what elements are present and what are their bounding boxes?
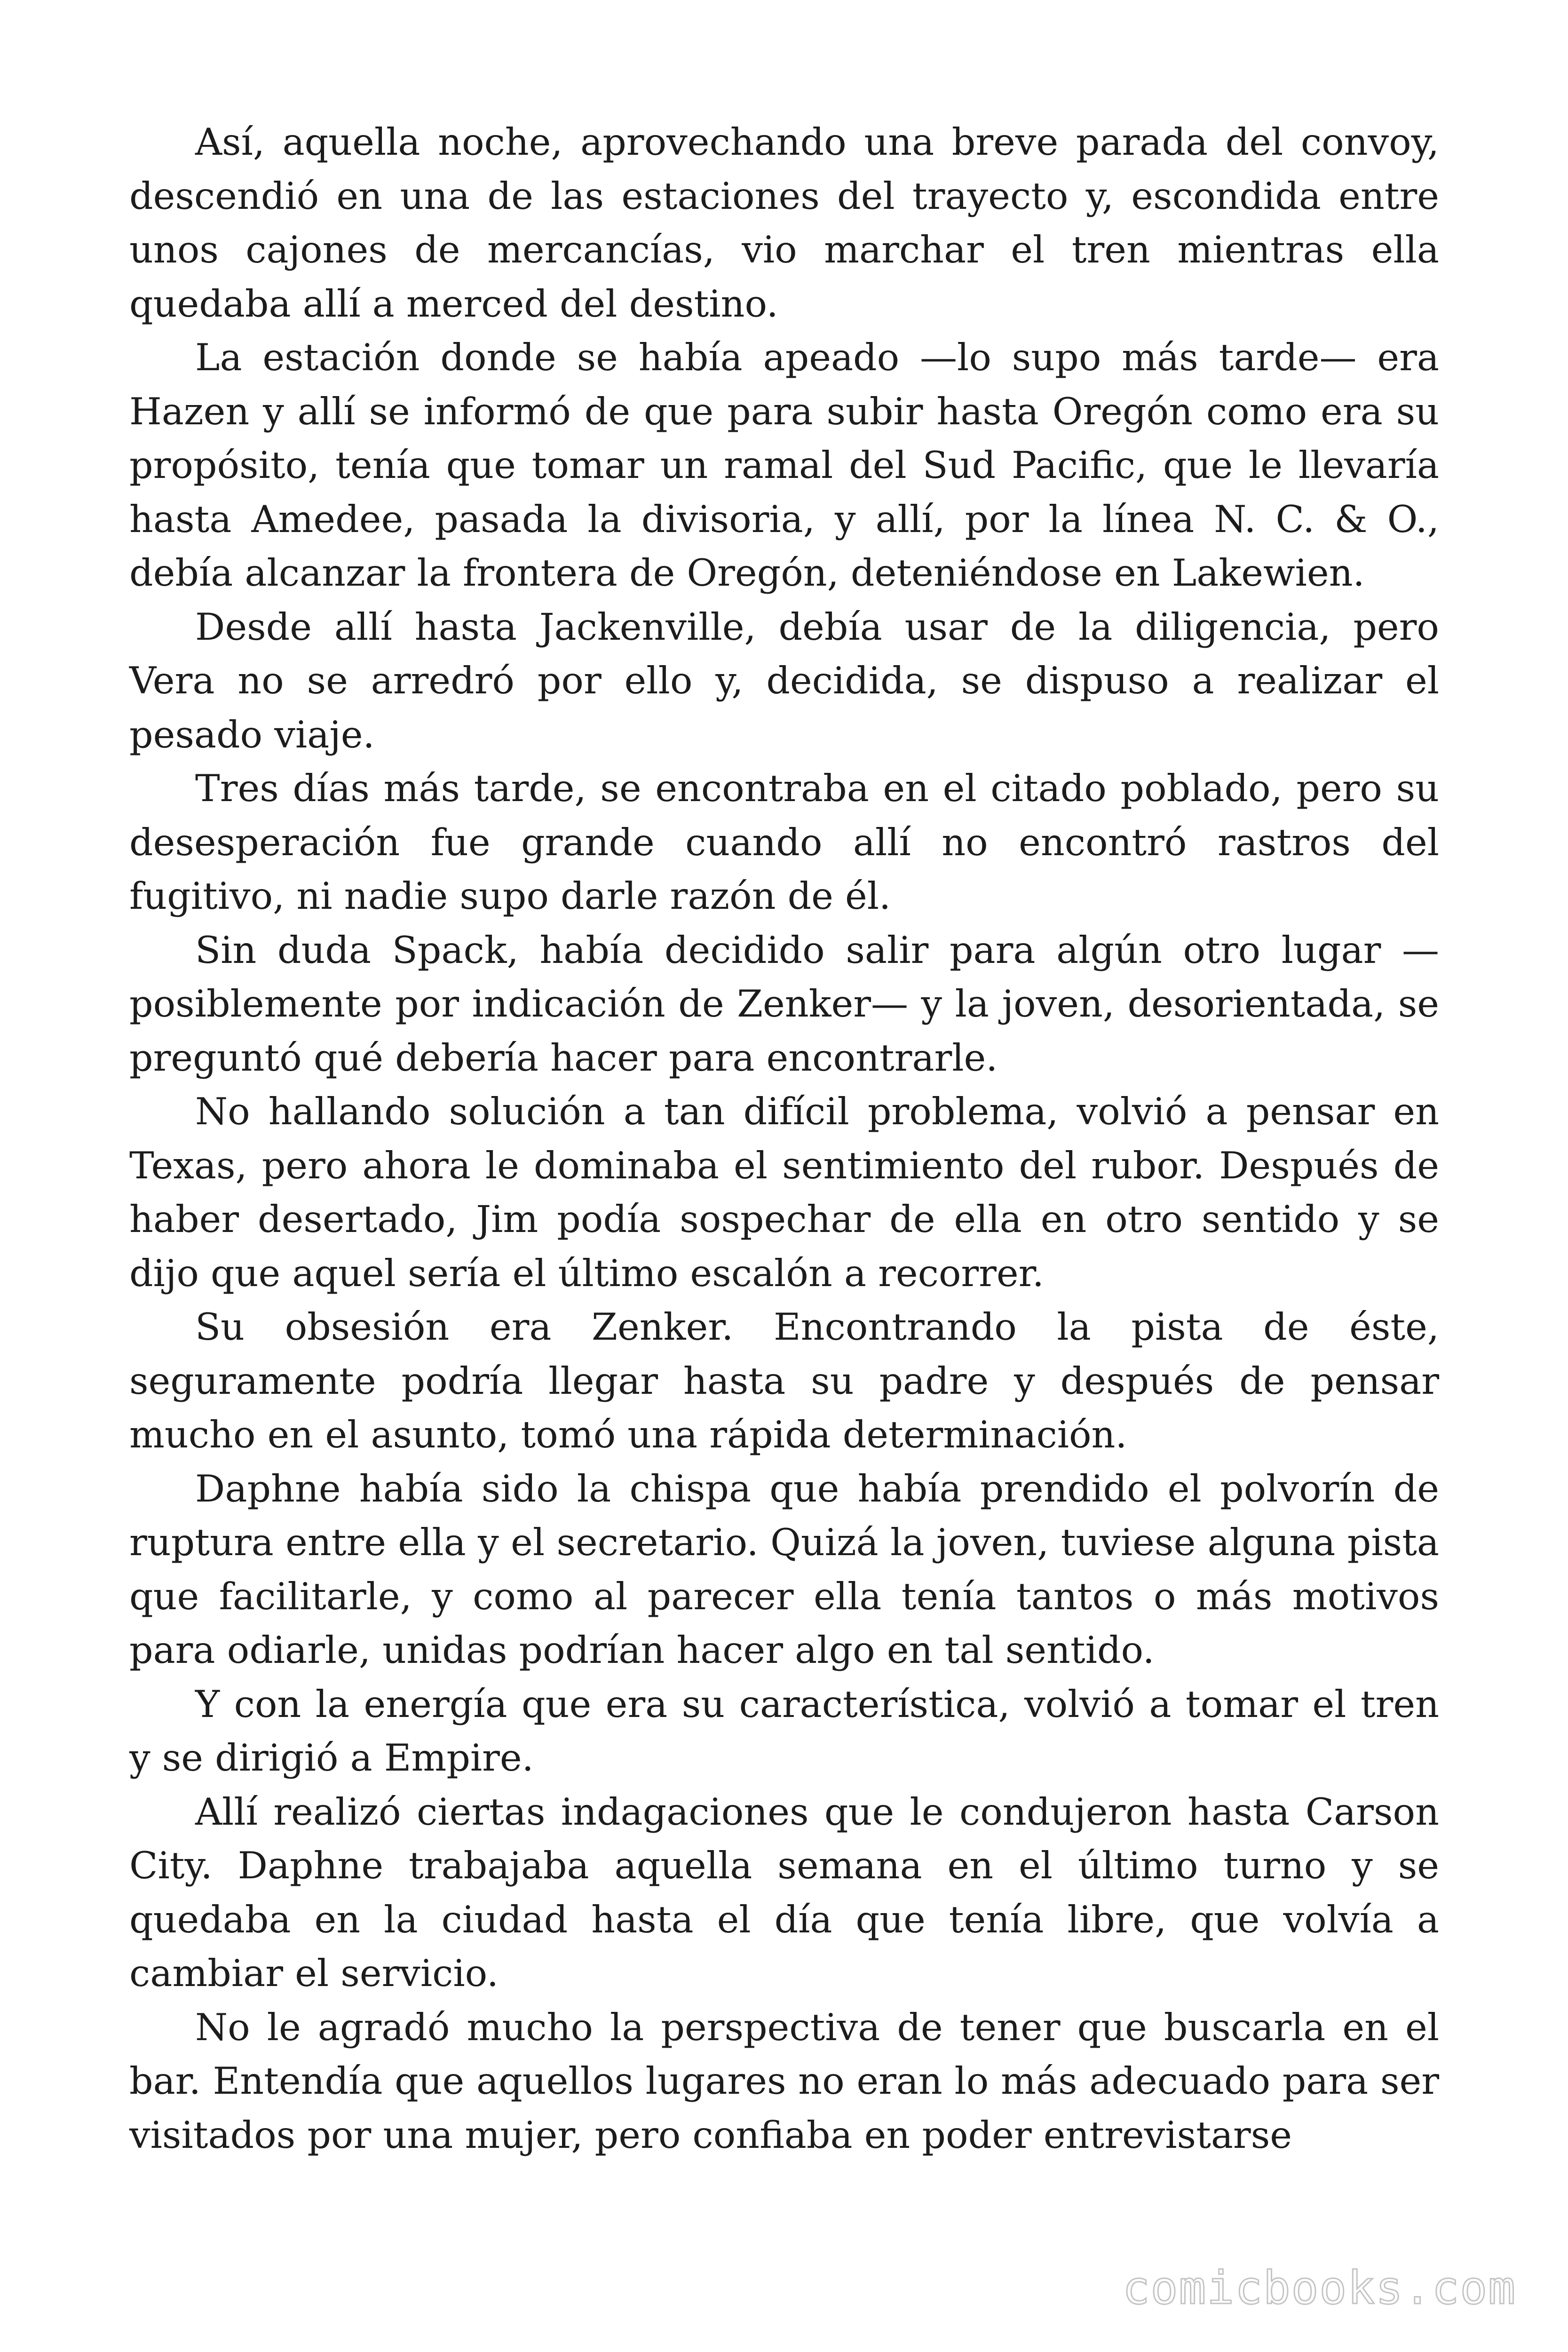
paragraph-2: La estación donde se había apeado —lo supo más tarde— era Hazen y allí se informó de que para subir hasta Oregón como era su propósito, tenía que tomar un ramal del Sud Pacific, que le llevaría hasta Amedee, pasada la divisoria, y allí, por la línea N. C. & O., debía alcanzar la frontera de Oregón, deteniéndose en Lakewien.	[129, 336, 1439, 595]
paragraph-10: Allí realizó ciertas indagaciones que le condujeron hasta Carson City. Daphne trabajaba aquella semana en el último turno y se quedaba en la ciudad hasta el día que tenía libre, que volvía a cambiar el servicio.	[129, 1790, 1439, 1995]
paragraph-5: Sin duda Spack, había decidido salir para algún otro lugar —posiblemente por indicación de Zenker— y la joven, desorientada, se preguntó qué debería hacer para encontrarle.	[129, 928, 1439, 1080]
body-text	[129, 115, 1439, 2162]
paragraph-4: Tres días más tarde, se encontraba en el citado poblado, pero su desesperación fue grande cuando allí no encontró rastros del fugitivo, ni nadie supo darle razón de él.	[129, 767, 1439, 918]
watermark: comicbooks.com	[1122, 2262, 1516, 2314]
paragraph-1: Así, aquella noche, aprovechando una breve parada del convoy, descendió en una de las estaciones del trayecto y, escondida entre unos cajones de mercancías, vio marchar el tren mientras ella quedaba allí a merced del destino.	[129, 120, 1439, 326]
paragraph-8: Daphne había sido la chispa que había prendido el polvorín de ruptura entre ella y el secretario. Quizá la joven, tuviese alguna pista que facilitarle, y como al parecer ella tenía tantos o más motivos para odiarle, unidas podrían hacer algo en tal sentido.	[129, 1467, 1439, 1672]
paragraph-7: Su obsesión era Zenker. Encontrando la pista de éste, seguramente podría llegar hasta su padre y después de pensar mucho en el asunto, tomó una rápida determinación.	[129, 1305, 1439, 1456]
paragraph-6: No hallando solución a tan difícil problema, volvió a pensar en Texas, pero ahora le dominaba el sentimiento del rubor. Después de haber desertado, Jim podía sospechar de ella en otro sentido y se dijo que aquel sería el último escalón a recorrer.	[129, 1090, 1439, 1295]
paragraph-11: No le agradó mucho la perspectiva de tener que buscarla en el bar. Entendía que aquellos lugares no eran lo más adecuado para ser visitados por una mujer, pero confiaba en poder entrevistarse	[129, 2005, 1439, 2157]
paragraph-9: Y con la energía que era su característica, volvió a tomar el tren y se dirigió a Empire.	[129, 1682, 1439, 1780]
paragraph-3: Desde allí hasta Jackenville, debía usar de la diligencia, pero Vera no se arredró por ello y, decidida, se dispuso a realizar el pesado viaje.	[129, 605, 1439, 756]
